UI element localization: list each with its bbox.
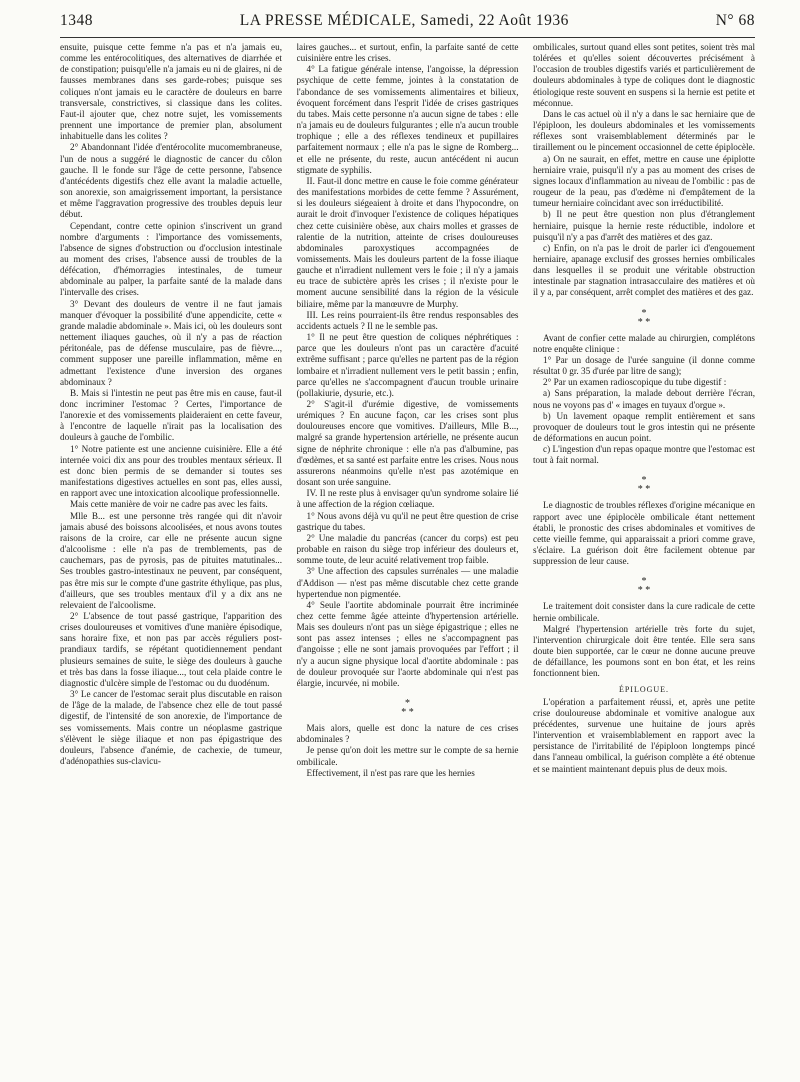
section-separator: * * *	[637, 576, 651, 597]
paragraph: Mais cette manière de voir ne cadre pas avec les faits.	[70, 499, 268, 510]
page-header	[60, 12, 755, 36]
paragraph: Dans le cas actuel où il n'y a dans le sac herniaire que de l'épiploon, les douleurs abdominales et les vomissements réflexes sont vraisemblablement déterminés par le tiraillement ou le pincement occasionnel de cette épiplocèle.	[533, 108, 755, 153]
column-1	[60, 42, 282, 1072]
paragraph: Effectivement, il n'est pas rare que les hernies	[306, 767, 475, 778]
paragraph: III. Les reins pourraient-ils être rendus responsables des accidents actuels ? Il ne le semble pas.	[296, 309, 519, 331]
epilogue-heading: ÉPILOGUE.	[618, 684, 670, 694]
paragraph: 1° Par un dosage de l'urée sanguine (il donne comme résultat 0 gr. 35 d'urée par litre de sang);	[533, 354, 755, 377]
paragraph: ombilicales, surtout quand elles sont petites, soient très mal tolérées et qu'elles soient découvertes précisément à l'occasion de troubles digestifs variés et particulièrement de douleurs abdominales à type de coliques dont le diagnostic étiologique reste souvent en suspens si la hernie est petite et méconnue.	[533, 42, 755, 108]
paragraph: 3° Une affection des capsules surrénales — une maladie d'Addison — n'est pas même discutable chez cette grande hypertendue non pigmentée.	[296, 566, 519, 599]
section-separator: * * *	[401, 698, 414, 719]
paragraph: Je pense qu'on doit les mettre sur le compte de sa hernie ombilicale.	[296, 745, 519, 767]
paragraph: 3° Le cancer de l'estomac serait plus discutable en raison de l'âge de la malade, de l'absence chez elle de tout passé digestif, de l'intensité de son anorexie, de l'importance de ses vomissements. Mais contre un néoplasme gastrique s'élèvent le siège iliaque et non pas épigastrique des douleurs, l'absence d'anémie, de cachexie, de tumeur, d'adénopathies sus-clavicu-	[60, 689, 282, 766]
paragraph: IV. Il ne reste plus à envisager qu'un syndrome solaire lié à une affection de la région cœliaque.	[296, 488, 519, 510]
issue-number: N° 68	[715, 12, 755, 29]
column-3	[533, 42, 755, 1072]
paragraph: 1° Il ne peut être question de coliques néphrétiques : parce que les douleurs n'ont pas un caractère d'acuité extrême suffisant ; parce qu'elles ne partent pas de la région lombaire et n'irradient nullement vers le petit bassin ; enfin, parce qu'elles ne s'accompagnent d'aucun trouble urinaire (pollakiurie, dysurie, etc.).	[296, 332, 519, 398]
paragraph: Le diagnostic de troubles réflexes d'origine mécanique en rapport avec une épiplocèle ombilicale étant nettement établi, le pronostic des crises abdominales et vomitives de cette vieille femme, qui apparaissait a priori comme grave, s'éclaire. La guérison doit être facilement obtenue par suppression de leur cause.	[533, 500, 755, 567]
paragraph: 2° L'absence de tout passé gastrique, l'apparition des crises douloureuses et vomitives d'une manière épisodique, sans horaire fixe, et non pas par accès réguliers post-prandiaux tardifs, se répétant quotidiennement pendant plusieurs semaines de suite, le siège des douleurs à gauche et très bas dans la fosse iliaque..., tout cela plaide contre le diagnostic d'ulcère simple de l'estomac ou du duodénum.	[60, 610, 282, 688]
paragraph: 2° S'agit-il d'urémie digestive, de vomissements urémiques ? En aucune façon, car les crises sont plus douloureuses encore que vomitives. D'ailleurs, Mlle B..., malgré sa grande hypertension artérielle, ne présente aucun signe de néphrite chronique : elle n'a pas d'albumine, pas d'œdèmes, et sa santé est parfaite entre les crises. Nous nous assurerons néanmoins qu'elle n'est pas azotémique en dosant son urée sanguine.	[296, 399, 519, 488]
paragraph: 4° Seule l'aortite abdominale pourrait être incriminée chez cette femme âgée atteinte d'hypertension artérielle. Mais ses douleurs n'ont pas un siège épigastrique ; elles ne sont pas assez intenses ; elles ne s'accompagnent pas d'angoisse ; elle ne sont jamais provoquées par l'effort ; il n'y a aucun signe physique local d'aortite abdominale : pas de douleur provoquée sur l'aorte abdominale qui n'est pas élargie, incurvée, ni mobile.	[296, 599, 519, 688]
paragraph: II. Faut-il donc mettre en cause le foie comme générateur des manifestations morbides de cette femme ? Assurément, si les douleurs siégeaient à droite et dans l'hypocondre, on aurait le droit d'invoquer l'existence de coliques hépatiques chez cette cuisinière obèse, aux chairs molles et grasses de ralentie de la nutrition, atteinte de crises douloureuses abdominales paroxystiques accompagnées de vomissements. Mais les douleurs partent de la fosse iliaque gauche et n'irradient nullement vers le foie ; il n'y a jamais eu trace de subictère après les crises ; il n'existe pour le moment aucune sensibilité dans la région de la vésicule biliaire, même par la manœuvre de Murphy.	[296, 175, 519, 309]
paragraph: laires gauches... et surtout, enfin, la parfaite santé de cette cuisinière entre les crises.	[296, 42, 519, 64]
paragraph: c) L'ingestion d'un repas opaque montre que l'estomac est tout à fait normal.	[533, 444, 755, 466]
paragraph: Le traitement doit consister dans la cure radicale de cette hernie ombilicale.	[533, 601, 755, 623]
paragraph: ensuite, puisque cette femme n'a pas et n'a jamais eu, comme les entérocolitiques, des alternatives de diarrhée et de constipation; puisqu'elle n'a jamais eu ni de glaires, ni de fausses membranes dans ses garde-robes; puisque ses coliques n'ont jamais eu le caractère de douleurs en barre transversale, constrictives, si classique dans les colites. Faut-il ajouter que, chez notre sujet, les vomissements prennent une importance de premier plan, absolument inhabituelle dans les colites ?	[60, 42, 282, 142]
paragraph: 2° Par un examen radioscopique du tube digestif :	[543, 377, 727, 388]
paragraph: Malgré l'hypertension artérielle très forte du sujet, l'intervention chirurgicale doit être tentée. Elle sera sans doute bien supportée, car le cœur ne donne aucune preuve de défaillance, les poumons sont en bon état, et les reins fonctionnent bien.	[533, 623, 755, 679]
article-body	[60, 42, 755, 1072]
paragraph: Avant de confier cette malade au chirurgien, complétons notre enquête clinique :	[533, 332, 755, 354]
paragraph: B. Mais si l'intestin ne peut pas être mis en cause, faut-il donc incriminer l'estomac ? Certes, l'importance de l'anorexie et des vomissements plaideraient en cette faveur, à l'encontre de laquelle n'irait pas la localisation des douleurs à gauche de l'ombilic.	[60, 387, 282, 443]
paragraph: 1° Nous avons déjà vu qu'il ne peut être question de crise gastrique du tabes.	[296, 510, 519, 532]
paragraph: c) Enfin, on n'a pas le droit de parler ici d'engouement herniaire, apanage exclusif des grosses hernies ombilicales dans lesquelles il se produit une véritable obstruction intestinale par stagnation intrasacculaire des matières et où il y a, par conséquent, arrêt complet des matières et des gaz.	[533, 242, 755, 298]
paragraph: 2° Une maladie du pancréas (cancer du corps) est peu probable en raison du siège trop inférieur des douleurs et, somme toute, de leur acuité relativement trop faible.	[296, 532, 519, 566]
paragraph: Mais alors, quelle est donc la nature de ces crises abdominales ?	[296, 723, 519, 745]
header-rule	[60, 37, 755, 38]
paragraph: b) Il ne peut être question non plus d'étranglement herniaire, puisque la hernie reste réductible, indolore et puisqu'il n'y a pas d'arrêt des matières et des gaz.	[533, 209, 755, 242]
paragraph: a) Sans préparation, la malade debout derrière l'écran, nous ne voyons pas d' « images en tuyaux d'orgue ».	[533, 388, 755, 410]
paragraph: L'opération a parfaitement réussi, et, après une petite crise douloureuse abdominale et vomitive analogue aux précédentes, survenue une huitaine de jours après l'intervention et vraisemblablement en rapport avec la persistance de l'irritabilité de l'épiploon longtemps pincé dans l'anneau ombilical, la guérison complète a été obtenue et se maintient maintenant depuis plus de deux mois.	[533, 696, 755, 774]
paragraph: Mlle B... est une personne très rangée qui dit n'avoir jamais abusé des boissons alcoolisées, et nous avons toutes raisons de la croire, car elle ne présente aucun signe d'alcoolisme : elle n'a pas de tremblements, pas de cauchemars, pas de pyrosis, pas de pituites matutinales... Ses troubles gastro-intestinaux ne peuvent, par conséquent, pas être mis sur le compte d'une gastrite éthylique, pas plus, d'ailleurs, que ses troubles mentaux d'il y a dix ans ne relevaient de l'alcoolisme.	[60, 510, 282, 610]
paragraph: b) Un lavement opaque remplit entièrement et sans provoquer de douleurs tout le gros intestin qui ne présente de déformations en aucun point.	[533, 410, 755, 443]
paragraph: Cependant, contre cette opinion s'inscrivent un grand nombre d'arguments : l'importance des vomissements, l'absence de signes d'obstruction ou d'occlusion intestinale au moment des crises, l'absence aussi de troubles de la défécation, d'hémorragies intestinales, de tumeur abdominale au palper, la parfaite santé de la malade dans l'intervalle des crises.	[60, 220, 282, 298]
paragraph: 2° Abandonnant l'idée d'entérocolite mucomembraneuse, l'un de nous a suggéré le diagnostic de cancer du côlon gauche. Il le fonde sur l'âge de cette personne, l'absence d'antécédents digestifs chez elle avant la maladie actuelle, son anorexie, son amaigrissement important, la persistance et même l'aggravation progressive des troubles depuis leur début.	[60, 142, 282, 220]
section-separator: * * *	[637, 475, 651, 496]
paragraph: 1° Notre patiente est une ancienne cuisinière. Elle a été internée voici dix ans pour des troubles mentaux sérieux. Il est donc bien permis de se demander si toutes ses manifestations digestives actuelles en sont pas, elles aussi, en rapport avec une intoxication alcoolique professionnelle.	[60, 443, 282, 499]
paragraph: 3° Devant des douleurs de ventre il ne faut jamais manquer d'évoquer la possibilité d'une appendicite, cette « grande maladie abdominale ». Mais ici, où les douleurs sont nettement iliaques gauches, où il n'y a pas de réaction péritonéale, pas de défense musculaire, pas de fièvre..., comment supposer une pareille inflammation, même en admettant l'existence d'une inversion des organes abdominaux ?	[60, 298, 282, 387]
paragraph: a) On ne saurait, en effet, mettre en cause une épiplotte herniaire vraie, puisqu'il n'y a pas au moment des crises de signes locaux d'inflammation au niveau de l'ombilic : pas de rougeur de la peau, pas d'œdème ni d'empâtement de la tumeur herniaire coïncidant avec son irréductibilité.	[533, 153, 755, 209]
paragraph: 4° La fatigue générale intense, l'angoisse, la dépression psychique de cette femme, jointes à la constatation de l'abondance de ses vomissements alimentaires et bilieux, évoquent forcément dans l'esprit l'idée de crises gastriques du tabes. Mais cette personne n'a aucun signe de tabes : elle n'a jamais eu de douleurs fulgurantes ; elle n'a aucun trouble trophique ; elle a des réflexes tendineux et pupillaires parfaitement normaux ; elle n'a pas le signe de Romberg... et elle ne présente, du reste, aucun antécédent ni aucun stigmate de syphilis.	[296, 64, 519, 175]
column-2	[297, 42, 519, 1072]
section-separator: * * *	[637, 307, 651, 328]
page-number: 1348	[60, 12, 93, 29]
journal-title: LA PRESSE MÉDICALE, Samedi, 22 Août 1936	[239, 12, 569, 29]
